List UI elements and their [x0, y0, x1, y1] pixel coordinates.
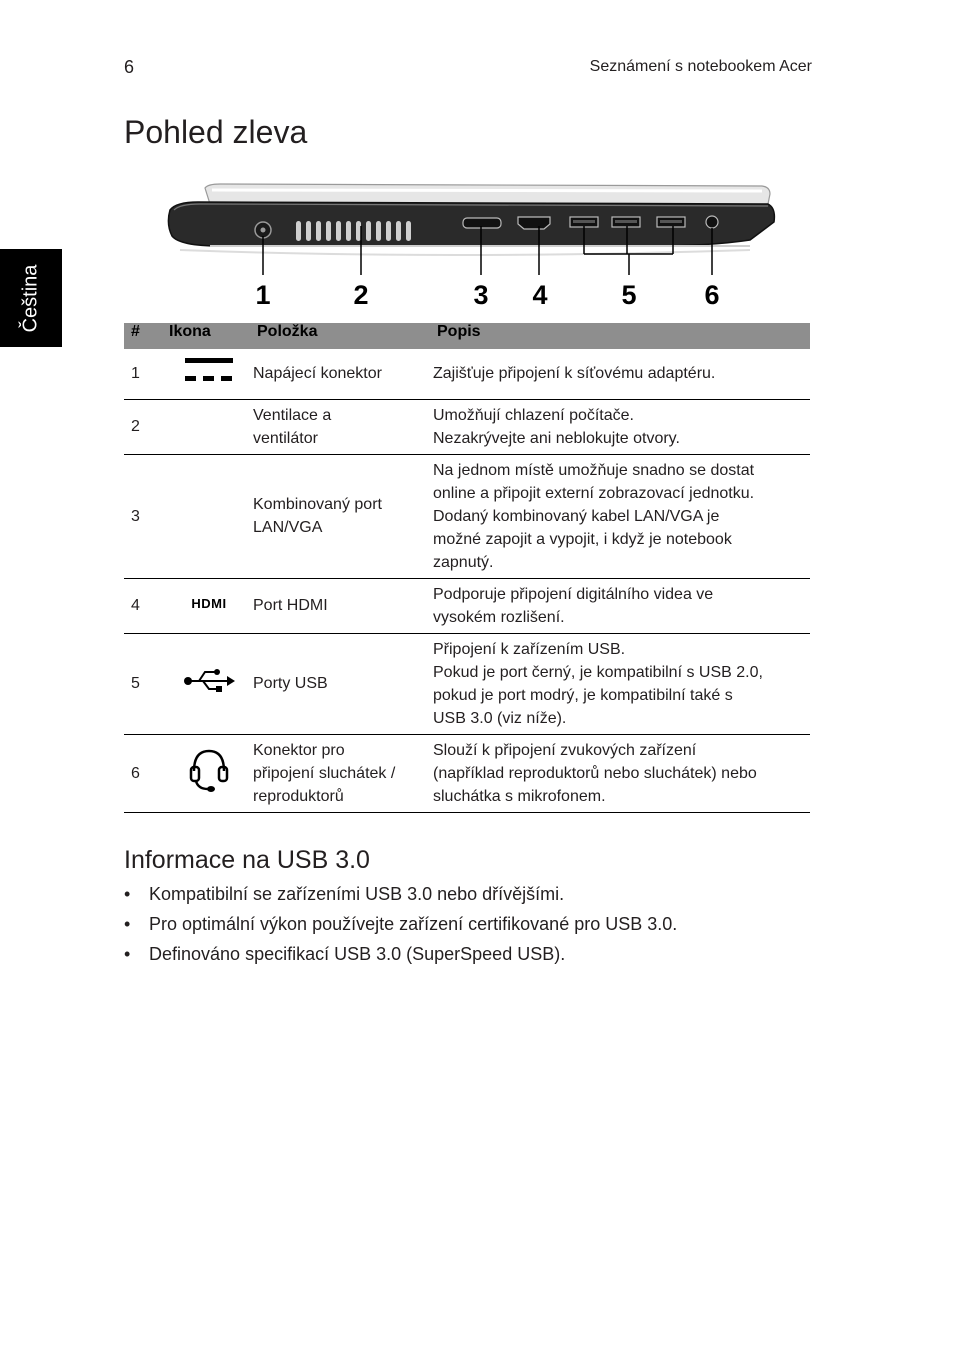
row-number: 6 — [124, 734, 165, 812]
bullet-mark: • — [124, 884, 131, 904]
headset-icon — [188, 747, 230, 793]
row-item: Port HDMI — [253, 578, 433, 633]
language-tab-label: Čeština — [19, 264, 42, 332]
callout-6: 6 — [704, 280, 720, 310]
section-title: Pohled zleva — [124, 114, 308, 150]
callout-5: 5 — [621, 280, 637, 310]
language-tab — [0, 249, 62, 347]
header-number: # — [124, 323, 165, 349]
ports-table — [124, 323, 810, 813]
list-item: • Kompatibilní se zařízeními USB 3.0 nebo dřívějšími. — [124, 884, 565, 904]
row-icon-cell — [165, 399, 253, 454]
lan-vga-port — [463, 218, 501, 228]
running-header: Seznámení s notebookem Acer — [589, 58, 812, 75]
table-row — [124, 633, 810, 734]
row-item: Napájecí konektor — [253, 349, 433, 399]
header-description: Popis — [433, 323, 810, 349]
table-header-row — [124, 323, 810, 349]
row-description: Připojení k zařízením USB. Pokud je port černý, je kompatibilní s USB 2.0, pokud je port modrý, je kompatibilní také s USB 3.0 (viz níže). — [433, 633, 810, 734]
header-item: Položka — [253, 323, 433, 349]
row-description: Zajišťuje připojení k síťovému adaptéru. — [433, 349, 810, 399]
bullet-mark: • — [124, 914, 131, 934]
table-row — [124, 399, 810, 454]
row-item: Konektor pro připojení sluchátek / reproduktorů — [253, 734, 433, 812]
power-connector-icon — [185, 356, 233, 384]
usb-icon — [183, 667, 235, 693]
row-description: Na jednom místě umožňuje snadno se dostat online a připojit externí zobrazovací jednotku. Dodaný kombinovaný kabel LAN/VGA je možné zapojit a vypojit, i když je notebook zapnutý. — [433, 454, 810, 578]
row-icon-cell — [165, 633, 253, 734]
usb-info-list — [124, 884, 677, 974]
callout-4: 4 — [532, 280, 548, 310]
hdmi-port — [518, 217, 550, 229]
audio-jack-port — [706, 216, 718, 228]
hdmi-icon — [183, 596, 235, 610]
row-description: Slouží k připojení zvukových zařízení (například reproduktorů nebo sluchátek) nebo sluchátka s mikrofonem. — [433, 734, 810, 812]
row-icon-cell — [165, 734, 253, 812]
row-icon-cell — [165, 578, 253, 633]
usb-info-title: Informace na USB 3.0 — [124, 846, 370, 874]
list-item: • Pro optimální výkon používejte zařízení certifikované pro USB 3.0. — [124, 914, 678, 934]
row-number: 1 — [124, 349, 165, 399]
header-icon: Ikona — [165, 323, 253, 349]
row-number: 5 — [124, 633, 165, 734]
row-item: Ventilace a ventilátor — [253, 399, 433, 454]
row-description: Podporuje připojení digitálního videa ve vysokém rozlišení. — [433, 578, 810, 633]
row-description: Umožňují chlazení počítače. Nezakrývejte ani neblokujte otvory. — [433, 399, 810, 454]
callout-3: 3 — [473, 280, 489, 310]
page-number: 6 — [124, 57, 135, 77]
laptop-left-side-figure — [150, 180, 790, 315]
row-number: 4 — [124, 578, 165, 633]
svg-text:HDMI: HDMI — [191, 596, 227, 610]
table-row — [124, 578, 810, 633]
bullet-mark: • — [124, 944, 131, 964]
row-number: 2 — [124, 399, 165, 454]
list-item: • Definováno specifikací USB 3.0 (SuperSpeed USB). — [124, 944, 566, 964]
table-row — [124, 734, 810, 812]
callout-2: 2 — [353, 280, 369, 310]
row-item: Porty USB — [253, 633, 433, 734]
table-row — [124, 454, 810, 578]
table-row — [124, 349, 810, 399]
row-icon-cell — [165, 349, 253, 399]
row-item: Kombinovaný port LAN/VGA — [253, 454, 433, 578]
row-number: 3 — [124, 454, 165, 578]
row-icon-cell — [165, 454, 253, 578]
callout-1: 1 — [255, 280, 271, 310]
